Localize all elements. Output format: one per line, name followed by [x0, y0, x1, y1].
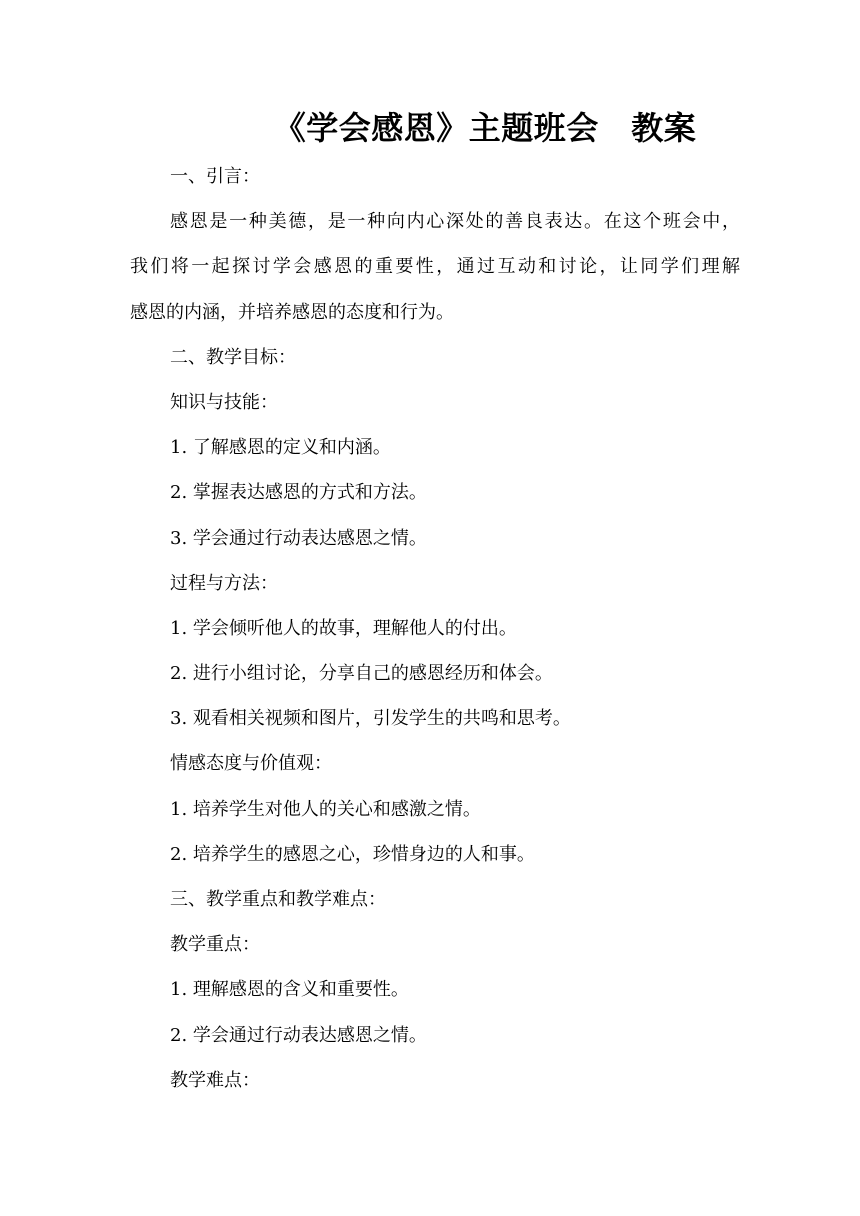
list-item: 1. 理解感恩的含义和重要性。 — [170, 979, 409, 1001]
paragraph-line: 我们将一起探讨学会感恩的重要性，通过互动和讨论，让同学们理解 — [130, 256, 740, 278]
document-body — [130, 154, 740, 1103]
list-item: 2. 掌握表达感恩的方式和方法。 — [170, 482, 427, 504]
list-item: 3. 观看相关视频和图片，引发学生的共鸣和思考。 — [170, 708, 571, 730]
list-item: 2. 培养学生的感恩之心，珍惜身边的人和事。 — [170, 843, 535, 865]
subheading-attitudes-values: 情感态度与价值观： — [170, 753, 332, 775]
subheading-teaching-focus: 教学重点： — [170, 934, 260, 956]
section-heading-objectives: 二、教学目标： — [170, 346, 296, 368]
paragraph-line: 感恩的内涵，并培养感恩的态度和行为。 — [130, 301, 454, 323]
paragraph-line: 感恩是一种美德，是一种向内心深处的善良表达。在这个班会中， — [170, 211, 740, 233]
list-item: 1. 学会倾听他人的故事，理解他人的付出。 — [170, 617, 517, 639]
section-heading-introduction: 一、引言： — [170, 166, 260, 187]
subheading-process-methods: 过程与方法： — [170, 572, 278, 594]
list-item: 1. 了解感恩的定义和内涵。 — [170, 437, 391, 459]
document-title: 《学会感恩》主题班会 教案 — [273, 109, 697, 147]
subheading-knowledge-skills: 知识与技能： — [170, 391, 278, 413]
list-item: 2. 进行小组讨论，分享自己的感恩经历和体会。 — [170, 663, 553, 685]
list-item: 3. 学会通过行动表达感恩之情。 — [170, 527, 427, 549]
section-heading-key-points: 三、教学重点和教学难点： — [170, 889, 386, 910]
subheading-teaching-difficulties: 教学难点： — [170, 1069, 260, 1091]
list-item: 1. 培养学生对他人的关心和感激之情。 — [170, 798, 481, 820]
list-item: 2. 学会通过行动表达感恩之情。 — [170, 1024, 427, 1046]
